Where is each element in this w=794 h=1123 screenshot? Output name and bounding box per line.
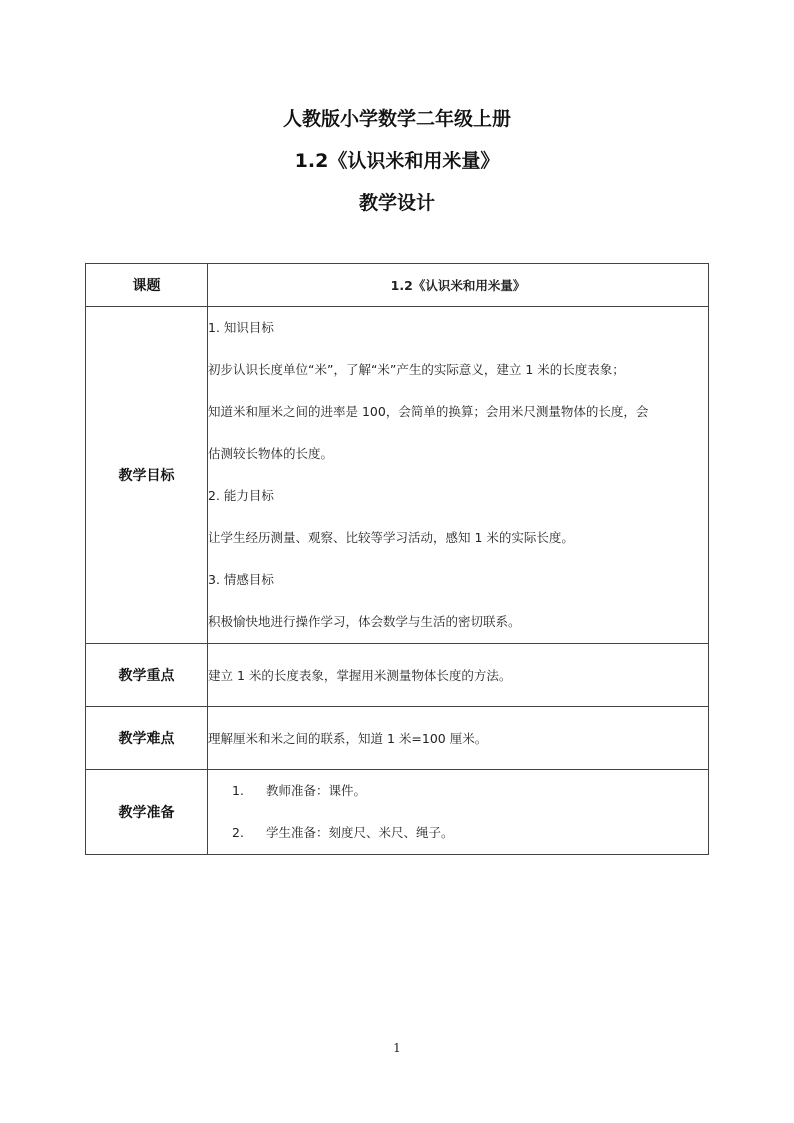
- goals-label: 教学目标: [86, 307, 208, 644]
- table-row-topic: [86, 264, 709, 307]
- goals-line: 积极愉快地进行操作学习，体会数学与生活的密切联系。: [208, 614, 521, 629]
- difficulty-text: 理解厘米和米之间的联系，知道 1 米=100 厘米。: [208, 707, 709, 770]
- preparation-content: [208, 770, 709, 855]
- goals-line: 让学生经历测量、观察、比较等学习活动，感知 1 米的实际长度。: [208, 530, 574, 545]
- goals-line: 知道米和厘米之间的进率是 100，会简单的换算；会用米尺测量物体的长度，会: [208, 404, 649, 419]
- list-item: [208, 812, 708, 854]
- goals-content: [208, 307, 709, 644]
- lesson-plan-table: [85, 263, 709, 855]
- key-point-text: 建立 1 米的长度表象，掌握用米测量物体长度的方法。: [208, 644, 709, 707]
- lesson-title: 1.2《认识米和用米量》: [294, 150, 500, 172]
- goals-line: 3. 情感目标: [208, 572, 274, 587]
- topic-value: 1.2《认识米和用米量》: [208, 264, 709, 307]
- list-item-text: 教师准备：课件。: [266, 783, 367, 798]
- table-row-key-point: [86, 644, 709, 707]
- table-row-difficulty: [86, 707, 709, 770]
- goals-line: 1. 知识目标: [208, 320, 274, 335]
- goals-line: 估测较长物体的长度。: [208, 446, 334, 461]
- difficulty-label: 教学难点: [86, 707, 208, 770]
- topic-label: 课题: [86, 264, 208, 307]
- table-row-goals: [86, 307, 709, 644]
- page-number: 1: [393, 1041, 401, 1055]
- key-point-label: 教学重点: [86, 644, 208, 707]
- list-item-number: 2.: [232, 825, 244, 840]
- table-row-preparation: [86, 770, 709, 855]
- preparation-label: 教学准备: [86, 770, 208, 855]
- document-title: 人教版小学数学二年级上册: [282, 108, 511, 130]
- goals-line: 初步认识长度单位“米”，了解“米”产生的实际意义，建立 1 米的长度表象；: [208, 362, 625, 377]
- list-item: [208, 770, 708, 812]
- goals-line: 2. 能力目标: [208, 488, 274, 503]
- list-item-number: 1.: [232, 783, 244, 798]
- list-item-text: 学生准备：刻度尺、米尺、绳子。: [266, 825, 454, 840]
- document-subtitle: 教学设计: [358, 192, 435, 214]
